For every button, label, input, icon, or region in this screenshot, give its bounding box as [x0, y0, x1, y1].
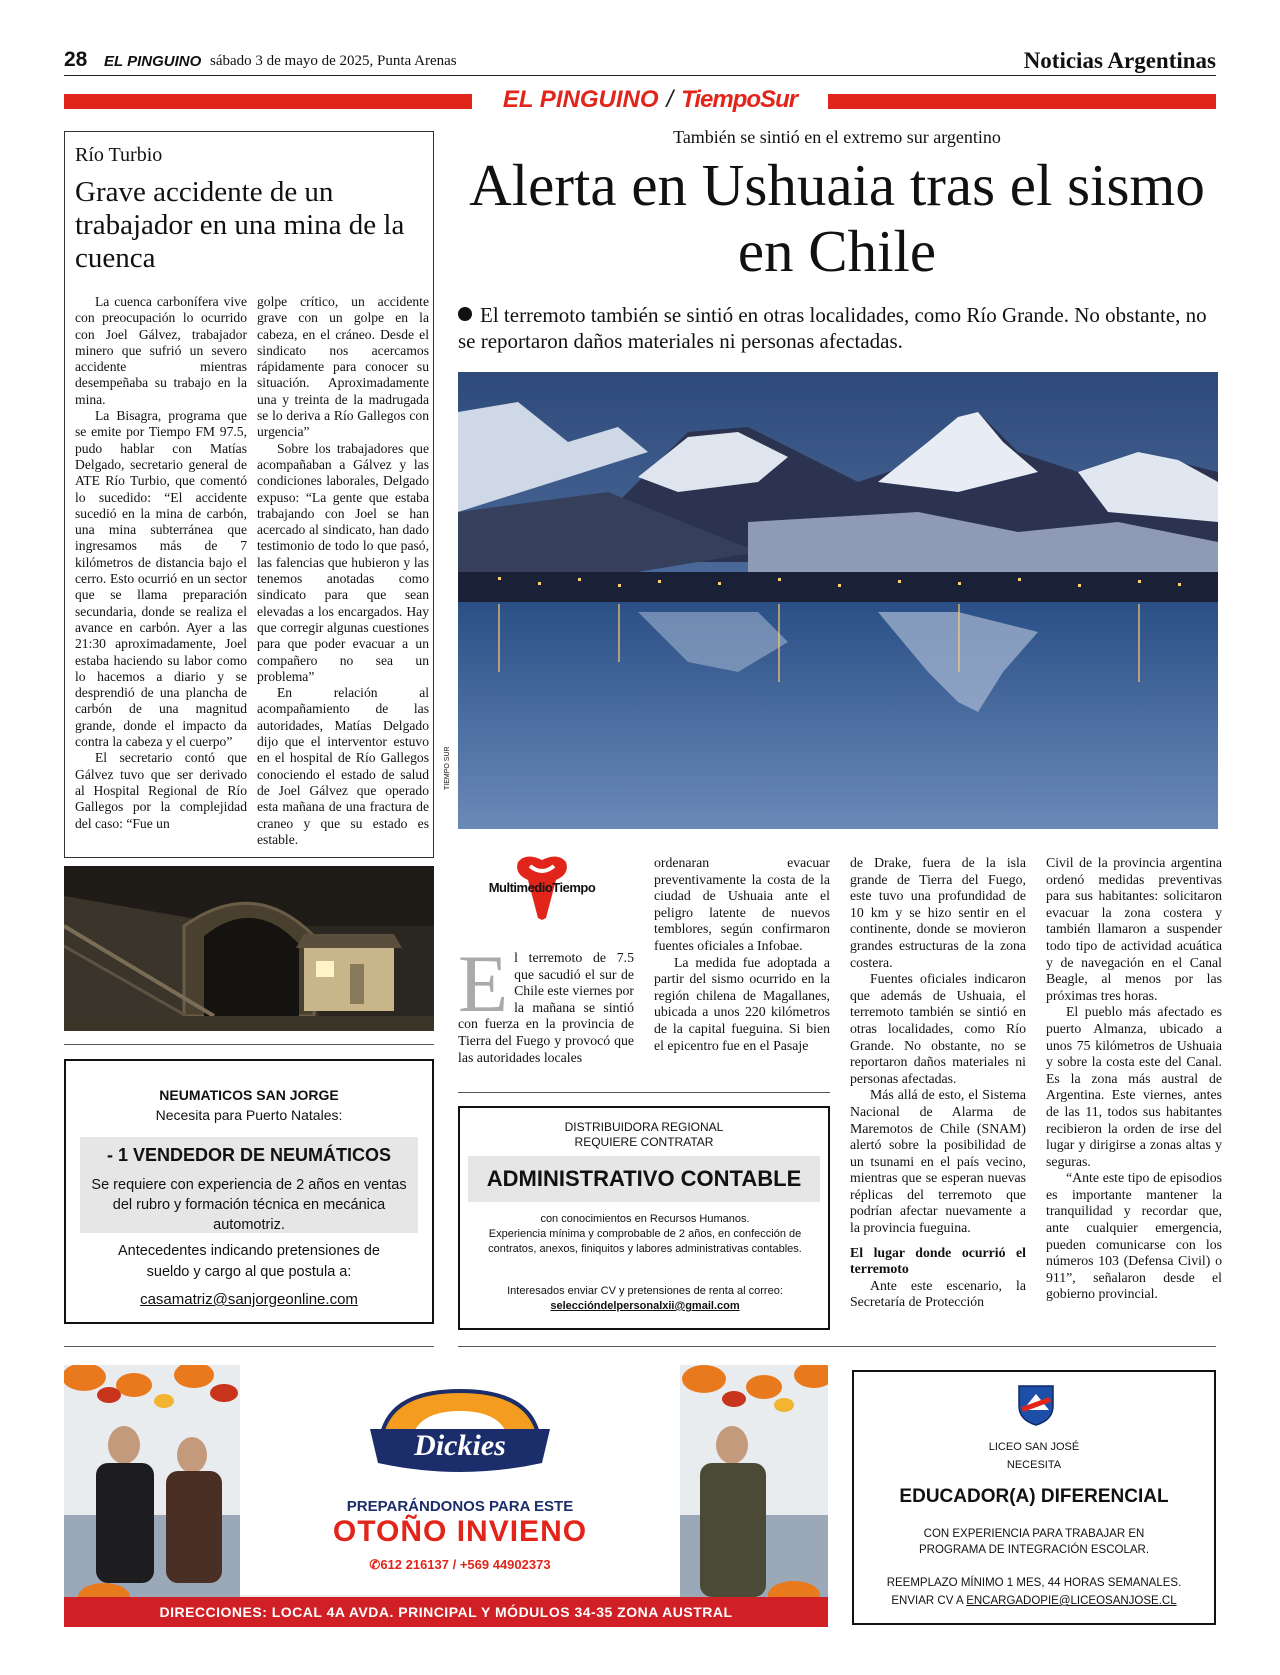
- paragraph: ordenaran evacuar preventivamente la costa de la ciudad de Ushuaia ante el peligro latente de nuevos temblores, según confirmaron fuentes oficiales a Infobae.: [654, 855, 830, 953]
- brand-tiemposur: TiempoSur: [681, 86, 798, 113]
- liceo-crest-icon: [1017, 1384, 1055, 1426]
- left-bottom-divider: [64, 1346, 434, 1347]
- ad-apply: ENVIAR CV A: [891, 1595, 963, 1607]
- left-divider: [64, 1044, 434, 1045]
- dickies-phone-numbers[interactable]: 612 216137 / +569 44902373: [380, 1557, 551, 1572]
- ad-email[interactable]: seleccióndelpersonalxii@gmail.com: [550, 1300, 740, 1312]
- paragraph: “Ante este tipo de episodios es importante mantener la tranquilidad y recordar que, ante cualquier emergencia, pueden comunicarse con los números 103 (Defensa Civil) o 911”, señalaron desde el gobierno provincial.: [1046, 1170, 1222, 1302]
- ad-requirements: [470, 1212, 820, 1257]
- ad-line-1: LICEO SAN JOSÉ: [988, 1441, 1080, 1453]
- paragraph: Civil de la provincia argentina ordenó medidas preventivas para sus habitantes: solicitaron evacuar la zona costera y también llamaron a suspender todo tipo de actividad acuática y de navegación en el Canal Beagle, al menos por las próximas tres horas.: [1046, 855, 1222, 1003]
- brand-separator: /: [666, 86, 674, 113]
- lead-text: El terremoto también se sintió en otras localidades, como Río Grande. No obstante, no se reportaron daños materiales ni personas afectadas.: [458, 303, 1207, 353]
- paragraph: Más allá de esto, el Sistema Nacional de Alarma de Maremotos de Chile (SNAM) alertó sobre la posibilidad de un tsunami en el país vecino, mientras que se esperan nuevas réplicas del terremoto que podrían afectar nuevamente a la provincia fueguina.: [850, 1087, 1026, 1236]
- photo-credit: TIEMPO SUR: [444, 746, 451, 790]
- ad-neumaticos-san-jorge: [64, 1059, 434, 1324]
- ad-dickies: [64, 1365, 828, 1627]
- section-title: Noticias Argentinas: [1023, 48, 1216, 73]
- middle-bottom-divider: [458, 1346, 1216, 1347]
- masthead: EL PINGUINO: [104, 53, 202, 70]
- paragraph: Sobre los trabajadores que acompañaban a Gálvez y las condiciones laborales, Delgado expuso: “La gente que estaba trabajando con Joel se han acercado al sindicato, han dado testimonio de todo lo que pasó, las falencias que hubieron y las tenemos anotadas como sindicato para que sean elevadas a los encargados. Hay que corregir algunas cuestiones para que poder evacuar a un compañero no sea un problema”: [257, 440, 429, 684]
- ushuaia-photo: [458, 372, 1218, 829]
- paragraph: golpe crítico, un accidente grave con un golpe en la cabeza, en el cráneo. Desde el sindicato nos acercamos rápidamente para conocer su situación. Aproximadamente una y treinta de la madrugada se lo deriva a Río Gallegos con urgencia”: [257, 294, 429, 440]
- ad-line-1: DISTRIBUIDORA REGIONAL: [564, 1120, 724, 1134]
- ad-requirements-2: PROGRAMA DE INTEGRACIÓN ESCOLAR.: [918, 1544, 1150, 1556]
- main-story-column-4: [1046, 855, 1222, 1303]
- ad-position: EDUCADOR(A) DIFERENCIAL: [899, 1486, 1169, 1507]
- ad-requirements: [854, 1526, 1214, 1558]
- ushuaia-landscape-illustration: [458, 372, 1218, 829]
- paragraph: La cuenca carbonífera vive con preocupación lo ocurrido con Joel Gálvez, trabajador minero que sufrió un severo accidente mientras desempeñaba su trabajo en la mina.: [75, 294, 247, 407]
- side-story-title: Grave accidente de un trabajador en una mina de la cuenca: [75, 176, 405, 274]
- paragraph: La medida fue adoptada a partir del sismo ocurrido en la región chilena de Magallanes, ubicada a unos 220 kilómetros de la capital fueguina. Si bien el epicentro fue en el Pasaje: [654, 954, 830, 1053]
- ad-requirements: Se requiere con experiencia de 2 años en ventas del rubro y formación técnica en mecánica automotriz.: [91, 1177, 407, 1233]
- dickies-logo-text: Dickies: [414, 1429, 506, 1462]
- main-story-column-2: [654, 855, 830, 1054]
- ad-details-text: REEMPLAZO MÍNIMO 1 MES, 44 HORAS SEMANALES.: [886, 1577, 1182, 1589]
- side-story-column-2: [257, 294, 429, 848]
- side-story-box: [64, 131, 434, 858]
- dropcap: E: [458, 938, 509, 1029]
- center-divider: [458, 1092, 830, 1093]
- dickies-address: DIRECCIONES: LOCAL 4A AVDA. PRINCIPAL Y MÓDULOS 34-35 ZONA AUSTRAL: [64, 1597, 828, 1627]
- bullet-icon: [458, 307, 472, 321]
- page-header: [64, 48, 1216, 76]
- main-story-column-1: [458, 938, 635, 1066]
- ad-requirements-1: CON EXPERIENCIA PARA TRABAJAR EN: [923, 1528, 1145, 1540]
- paragraph: Ante este escenario, la Secretaría de Protección: [850, 1277, 1026, 1310]
- dateline: sábado 3 de mayo de 2025, Punta Arenas: [210, 53, 457, 69]
- paragraph: l terremoto de 7.5 que sacudió el sur de Chile este viernes por la mañana se sintió con fuerza en la provincia de Tierra del Fuego y provocó que las autoridades locales: [458, 950, 635, 1065]
- ad-position: ADMINISTRATIVO CONTABLE: [468, 1156, 820, 1202]
- dickies-tagline: PREPARÁNDONOS PARA ESTE: [346, 1498, 574, 1515]
- ad-company: NEUMATICOS SAN JORGE: [159, 1087, 339, 1103]
- ad-requirements-1: con conocimientos en Recursos Humanos.: [540, 1213, 750, 1225]
- ad-email[interactable]: ENCARGADOPIE@LICEOSANJOSE.CL: [966, 1595, 1177, 1607]
- ad-requirements-2: Experiencia mínima y comprobable de 2 años, en confección de contratos, anexos, finiquitos y labores administrativas contables.: [488, 1228, 802, 1255]
- dickies-phones: [240, 1557, 680, 1573]
- phone-icon: ✆: [369, 1557, 381, 1572]
- ad-email[interactable]: casamatriz@sanjorgeonline.com: [140, 1291, 358, 1308]
- main-story-lead: [458, 302, 1218, 354]
- paragraph: El secretario contó que Gálvez tuvo que ser derivado al Hospital Regional de Río Gallegos por la complejidad del caso: “Fue un: [75, 750, 247, 831]
- brand-logos: [476, 86, 824, 116]
- multimedio-logo-text: MultimedioTiempo: [488, 880, 596, 895]
- brand-bar-left: [64, 94, 472, 109]
- main-story-title: Alerta en Ushuaia tras el sismo en Chile: [469, 152, 1205, 284]
- ad-header: [460, 1120, 828, 1150]
- brand-el-pinguino: EL PINGUINO: [502, 86, 659, 113]
- subheading: El lugar donde ocurrió el terremoto: [850, 1244, 1026, 1277]
- paragraph: El pueblo más afectado es puerto Almanza, ubicado a unos 75 kilómetros de Ushuaia y sobre la costa este del Canal. Es la zona más austral de Argentina. Este viernes, antes de las 11, todos sus habitantes recibieron la orden de irse del lugar y dirigirse a zonas altas y seguras.: [1046, 1004, 1222, 1169]
- dickies-headline: OTOÑO INVIENO: [332, 1515, 588, 1548]
- ad-position: - 1 VENDEDOR DE NEUMÁTICOS: [106, 1145, 392, 1165]
- main-story-kicker: También se sintió en el extremo sur argentino: [673, 127, 1001, 147]
- ad-liceo-san-jose: [852, 1370, 1216, 1625]
- ad-apply: Interesados enviar CV y pretensiones de renta al correo:: [507, 1285, 783, 1297]
- paragraph: La Bisagra, programa que se emite por Tiempo FM 97.5, pudo hablar con Matías Delgado, secretario general de ATE Río Turbio, que comentó lo sucedido: “El accidente sucedió en la mina de carbón, una mina subterránea que ingresamos más de 7 kilómetros de distancia bajo el cerro. Esto ocurrió en un sector que se llama preparación secundaria, donde se realiza el avance en carbón. Ayer a las 21:30 aproximadamente, Joel estaba haciendo su labor como lo hacemos a diario y se desprendió de una plancha de carbón de una magnitud grande, donde el impacto da contra la cabeza y el cuerpo”: [75, 408, 247, 750]
- ad-line: Necesita para Puerto Natales:: [155, 1107, 343, 1123]
- mine-illustration: [64, 866, 434, 1031]
- paragraph: de Drake, fuera de la isla grande de Tierra del Fuego, este tuvo una profundidad de 10 km y se hizo sentir en el continente, donde se movieron grandes estructuras de la zona costera.: [850, 855, 1026, 970]
- paragraph: Fuentes oficiales indicaron que además de Ushuaia, el terremoto también se sintió en otras localidades, como Río Grande. No obstante, no se reportaron daños materiales ni personas afectadas.: [850, 971, 1026, 1086]
- ad-distribuidora-regional: [458, 1106, 830, 1330]
- ad-apply: Antecedentes indicando pretensiones de sueldo y cargo al que postula a:: [118, 1243, 380, 1280]
- mine-photo: [64, 866, 434, 1031]
- ad-line-2: REQUIERE CONTRATAR: [574, 1135, 714, 1149]
- page-number: 28: [64, 48, 88, 71]
- multimedio-tiempo-logo: [466, 852, 618, 922]
- ad-details: [854, 1574, 1214, 1610]
- side-story-kicker: Río Turbio: [75, 144, 163, 166]
- paragraph: En relación al acompañamiento de las autoridades, Matías Delgado dijo que el interventor estuvo en el hospital de Río Gallegos conociendo el estado de salud de Joel Gálvez que operado esta mañana de una fractura de craneo y que su estado es estable.: [257, 685, 429, 847]
- main-story-column-3: [850, 855, 1026, 1311]
- ad-apply-block: [470, 1284, 820, 1314]
- brand-bar-right: [828, 94, 1216, 109]
- liceo-header: [854, 1438, 1214, 1474]
- side-story-column-1: [75, 294, 247, 832]
- ad-line-2: NECESITA: [1006, 1459, 1062, 1471]
